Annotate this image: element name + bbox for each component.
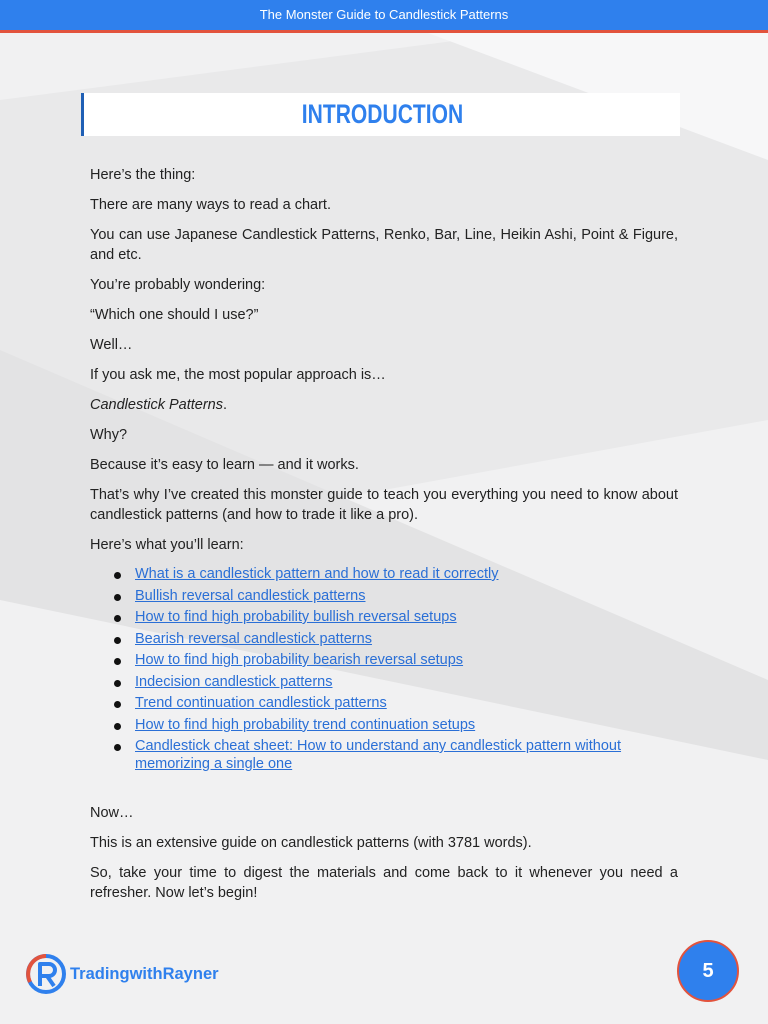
list-item [135,566,678,584]
toc-link[interactable]: Bullish reversal candlestick patterns [135,587,366,604]
italic-text: Candlestick Patterns [90,397,223,413]
paragraph: If you ask me, the most popular approach is… [90,367,386,383]
paragraph: This is an extensive guide on candlestick patterns (with 3781 words). [90,835,532,851]
toc-link[interactable]: Bearish reversal candlestick patterns [135,630,372,647]
paragraph: Why? [90,427,128,443]
paragraph: Here’s the thing: [90,167,196,183]
section-title: INTRODUCTION [301,99,463,129]
list-item [135,738,678,773]
toc-link[interactable]: How to find high probability bearish reversal setups [135,652,464,668]
list-item [135,717,678,735]
paragraph [90,395,678,415]
list-item [135,609,678,627]
toc-link[interactable]: Candlestick cheat sheet: How to understand any candlestick pattern without memorizing a single one [135,738,622,772]
brand-logo[interactable] [26,952,219,996]
list-item [135,674,678,692]
punctuation: . [222,397,228,413]
logo-text-part: Rayner [162,964,219,983]
section-title-box [81,93,680,136]
list-item [135,631,678,649]
paragraph: Now… [90,805,134,821]
paragraph: You can use Japanese Candlestick Patterns, Renko, Bar, Line, Heikin Ashi, Point & Figure, and etc. [90,227,678,263]
paragraph: There are many ways to read a chart. [90,197,331,213]
toc-link[interactable]: How to find high probability trend continuation setups [135,716,476,733]
toc-link[interactable]: What is a candlestick pattern and how to read it correctly [135,566,499,582]
toc-link[interactable]: How to find high probability bullish reversal setups [135,609,457,625]
page-number-badge [677,940,739,1002]
paragraph: You’re probably wondering: [90,277,266,293]
list-item [135,695,678,713]
list-item [135,588,678,606]
toc-link[interactable]: Indecision candlestick patterns [135,673,333,690]
paragraph: So, take your time to digest the materials and come back to it whenever you need a refresher. Now let’s begin! [90,865,678,901]
paragraph: Because it’s easy to learn — and it works. [90,457,359,473]
header-bar [0,0,768,33]
list-item [135,652,678,670]
paragraph: That’s why I’ve created this monster guide to teach you everything you need to know about candlestick patterns (and how to trade it like a pro). [90,487,678,523]
paragraph: Here’s what you’ll learn: [90,537,244,553]
paragraph: “Which one should I use?” [90,307,259,323]
paragraph: Well… [90,337,133,353]
contents-list [90,566,678,777]
logo-text [70,965,219,984]
page-number: 5 [702,959,714,982]
document-title: The Monster Guide to Candlestick Patterns [259,7,509,22]
toc-link[interactable]: Trend continuation candlestick patterns [135,695,387,711]
logo-text-part: Tradingwith [70,964,163,983]
logo-r-icon [26,952,66,996]
